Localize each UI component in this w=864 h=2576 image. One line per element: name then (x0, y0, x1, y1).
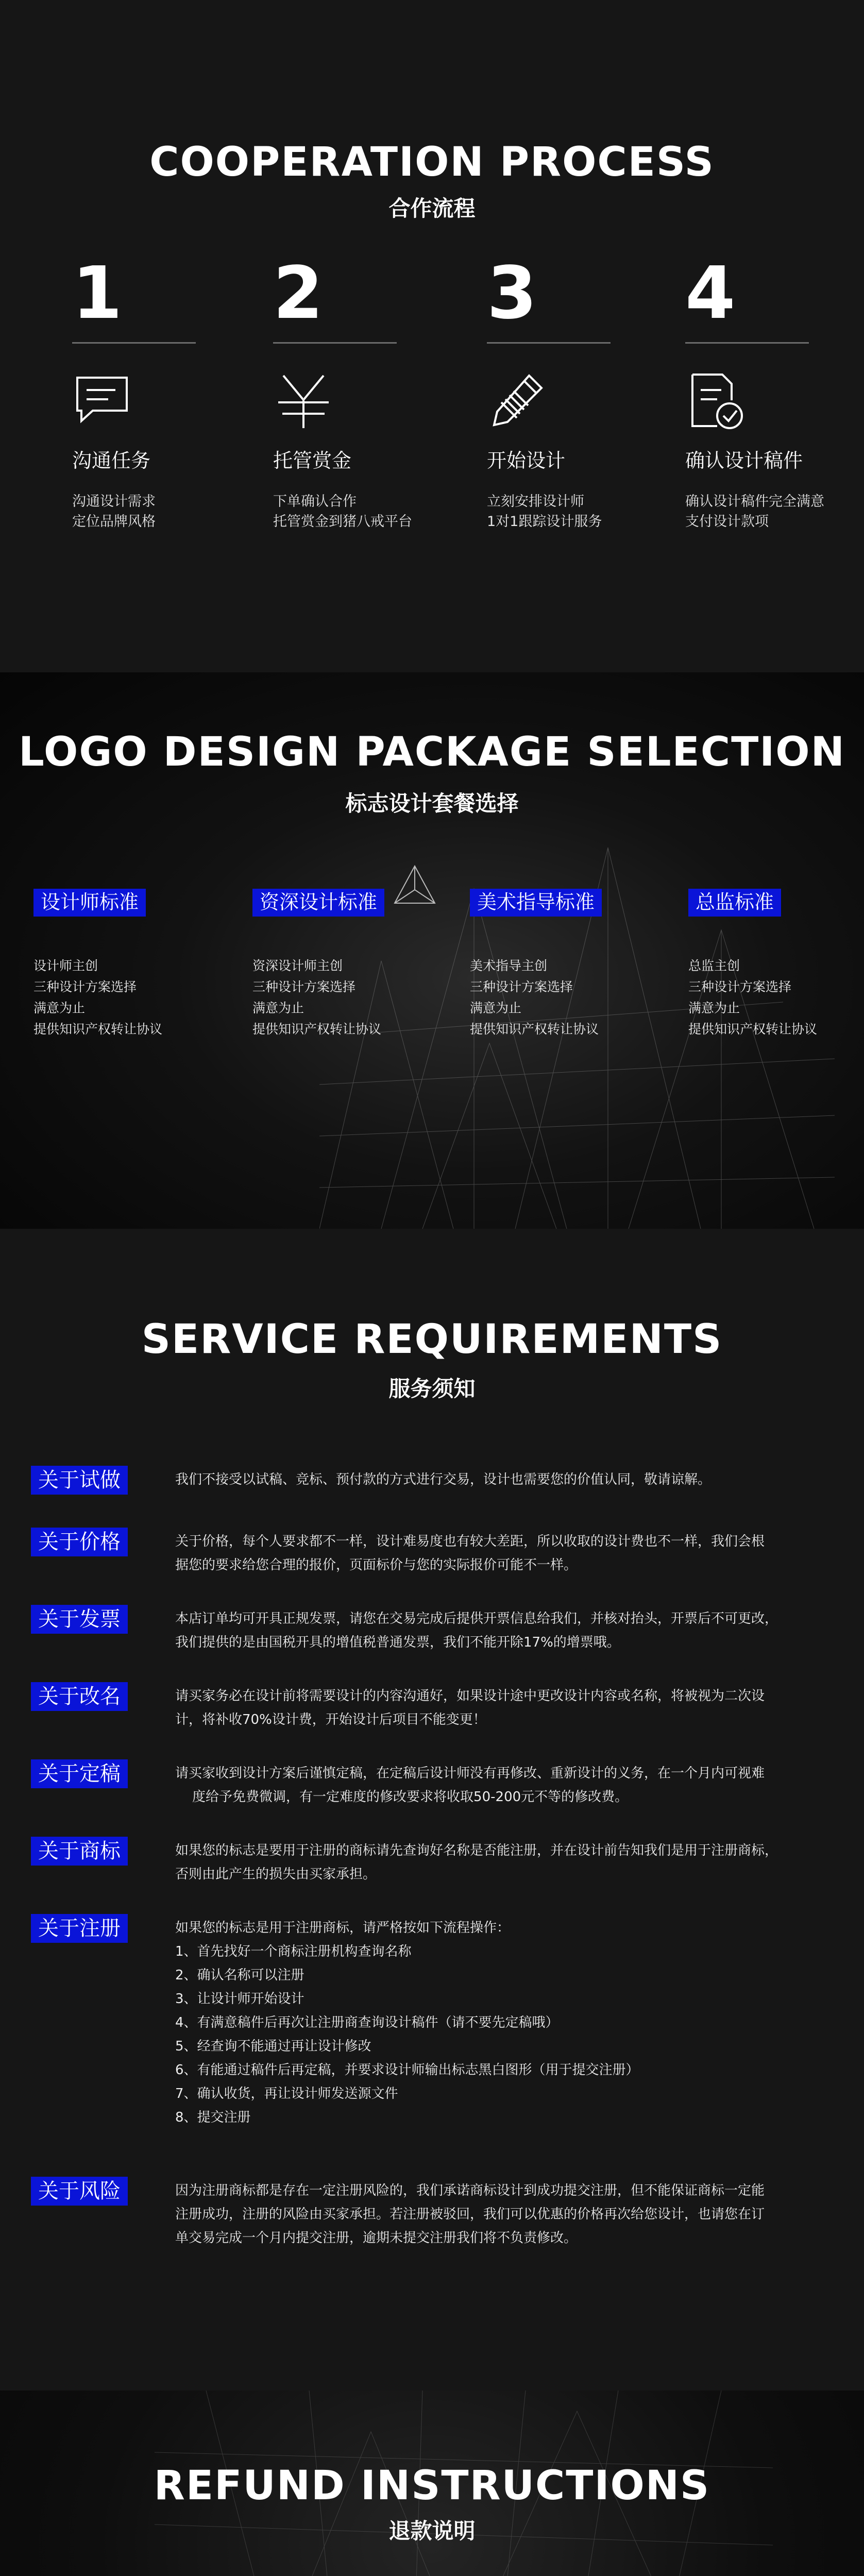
service-tag: 关于发票 (31, 1605, 128, 1634)
step-number: 4 (685, 251, 736, 335)
service-text-line: 我们不接受以试稿、竞标、预付款的方式进行交易，设计也需要您的价值认同，敬请谅解。 (175, 1472, 711, 1487)
package-feature: 设计师主创 (33, 958, 98, 973)
service-text-line: 如果您的标志是要用于注册的商标请先查询好名称是否能注册，并在设计前告知我们是用于注册商标， (175, 1843, 778, 1858)
document-check-icon (685, 370, 747, 432)
service-text (175, 1916, 829, 2129)
step-desc-line: 确认设计稿件完全满意 (685, 494, 824, 510)
service-text-line: 否则由此产生的损失由买家承担。 (175, 1867, 377, 1882)
service-text (175, 1839, 829, 1886)
package-feature: 美术指导主创 (470, 958, 548, 973)
package-feature: 三种设计方案选择 (470, 979, 573, 994)
step-description (273, 492, 459, 532)
service-tag: 关于风险 (31, 2177, 128, 2206)
service-text-line: 7、确认收货，再让设计师发送源文件 (175, 2086, 398, 2102)
package-feature-list (470, 955, 640, 1040)
service-tag: 关于注册 (31, 1914, 128, 1943)
service-text-line: 因为注册商标都是存在一定注册风险的，我们承诺商标设计到成功提交注册，但不能保证商标一定能 (175, 2183, 765, 2198)
package-feature: 满意为止 (33, 1000, 86, 1015)
service-text-line: 度给予免费微调，有一定难度的修改要求将收取50-200元不等的修改费。 (175, 1789, 629, 1805)
process-title-en: COOPERATION PROCESS (149, 139, 715, 185)
divider (487, 342, 611, 344)
package-name-tag: 美术指导标准 (470, 889, 602, 917)
service-text (175, 2179, 829, 2250)
package-feature: 满意为止 (688, 1000, 740, 1015)
step-desc-line: 定位品牌风格 (72, 514, 156, 530)
refund-title-cn: 退款说明 (388, 2518, 476, 2544)
process-step-4 (685, 251, 864, 532)
service-title-cn: 服务须知 (388, 1376, 476, 1401)
step-number: 1 (72, 251, 123, 335)
service-text (175, 1607, 829, 1654)
package-feature: 三种设计方案选择 (33, 979, 137, 994)
package-title-en: LOGO DESIGN PACKAGE SELECTION (19, 729, 845, 775)
service-text-line: 请买家务必在设计前将需要设计的内容沟通好，如果设计途中更改设计内容或名称，将被视为二次设 (175, 1688, 765, 1704)
package-feature-list (252, 955, 422, 1040)
service-tag: 关于定稿 (31, 1759, 128, 1788)
service-requirements-section (0, 1229, 864, 2391)
cooperation-process-section (0, 0, 864, 672)
service-text-line: 计，将补收70%设计费，开始设计后项目不能变更！ (175, 1712, 486, 1727)
package-feature: 总监主创 (688, 958, 740, 973)
divider (72, 342, 196, 344)
step-desc-line: 下单确认合作 (273, 494, 357, 510)
step-name: 托管赏金 (273, 449, 352, 472)
service-text-line: 8、提交注册 (175, 2110, 251, 2125)
service-tag: 关于商标 (31, 1837, 128, 1866)
package-name-tag: 总监标准 (688, 889, 781, 917)
package-feature: 三种设计方案选择 (252, 979, 356, 994)
service-text-line: 1、首先找好一个商标注册机构查询名称 (175, 1944, 412, 1959)
refund-instructions-section (0, 2391, 864, 2576)
service-text (175, 1761, 829, 1809)
package-selection-section (0, 672, 864, 1229)
service-text-line: 4、有满意稿件后再次让注册商查询设计稿件（请不要先定稿哦） (175, 2015, 559, 2030)
refund-title-en: REFUND INSTRUCTIONS (154, 2463, 710, 2509)
step-description (487, 492, 672, 532)
process-step-1 (72, 251, 258, 532)
service-text-line: 5、经查询不能通过再让设计修改 (175, 2039, 371, 2054)
package-art-director[interactable] (470, 889, 640, 1040)
service-text-line: 3、让设计师开始设计 (175, 1991, 304, 2007)
step-desc-line: 沟通设计需求 (72, 494, 156, 510)
service-text-line: 请买家收到设计方案后谨慎定稿，在定稿后设计师没有再修改、重新设计的义务，在一个月内可视难 (175, 1766, 765, 1781)
step-number: 2 (273, 251, 324, 335)
service-text (175, 1468, 829, 1492)
divider (685, 342, 809, 344)
pencil-icon (487, 370, 549, 432)
package-feature: 提供知识产权转让协议 (33, 1021, 163, 1037)
yuan-icon (273, 370, 335, 432)
process-step-2 (273, 251, 459, 532)
package-senior-designer[interactable] (252, 889, 422, 1040)
service-text-line: 关于价格，每个人要求都不一样，设计难易度也有较大差距，所以收取的设计费也不一样，我们会根 (175, 1534, 765, 1549)
package-feature: 满意为止 (470, 1000, 522, 1015)
package-feature: 三种设计方案选择 (688, 979, 792, 994)
step-description (72, 492, 258, 532)
step-number: 3 (487, 251, 537, 335)
service-text (175, 1530, 829, 1577)
step-name: 确认设计稿件 (685, 449, 803, 472)
service-tag: 关于试做 (31, 1466, 128, 1495)
service-text-line: 6、有能通过稿件后再定稿，并要求设计师输出标志黑白图形（用于提交注册） (175, 2062, 639, 2078)
process-step-3 (487, 251, 672, 532)
package-name-tag: 设计师标准 (33, 889, 146, 917)
step-desc-line: 支付设计款项 (685, 514, 769, 530)
package-designer[interactable] (33, 889, 204, 1040)
step-name: 沟通任务 (72, 449, 151, 472)
package-title-cn: 标志设计套餐选择 (345, 791, 519, 816)
step-desc-line: 1对1跟踪设计服务 (487, 514, 602, 530)
package-feature-list (33, 955, 204, 1040)
service-text (175, 1684, 829, 1732)
package-name-tag: 资深设计标准 (252, 889, 384, 917)
package-feature: 提供知识产权转让协议 (470, 1021, 599, 1037)
chat-bubble-icon (72, 370, 134, 432)
package-feature-list (688, 955, 858, 1040)
service-tag: 关于改名 (31, 1682, 128, 1711)
service-text-line: 单交易完成一个月内提交注册，逾期未提交注册我们将不负责修改。 (175, 2230, 578, 2246)
package-feature: 资深设计师主创 (252, 958, 343, 973)
service-text-line: 2、确认名称可以注册 (175, 1968, 304, 1983)
divider (273, 342, 397, 344)
step-desc-line: 立刻安排设计师 (487, 494, 584, 510)
step-description (685, 492, 864, 532)
service-text-line: 如果您的标志是用于注册商标，请严格按如下流程操作： (175, 1920, 511, 1936)
process-title-cn: 合作流程 (388, 196, 476, 221)
service-text-line: 本店订单均可开具正规发票，请您在交易完成后提供开票信息给我们，并核对抬头，开票后不可更改， (175, 1611, 778, 1626)
package-director[interactable] (688, 889, 858, 1040)
service-tag: 关于价格 (31, 1528, 128, 1556)
service-text-line: 据您的要求给您合理的报价，页面标价与您的实际报价可能不一样。 (175, 1557, 578, 1573)
package-feature: 提供知识产权转让协议 (252, 1021, 382, 1037)
package-feature: 提供知识产权转让协议 (688, 1021, 818, 1037)
package-feature: 满意为止 (252, 1000, 304, 1015)
service-text-line: 注册成功，注册的风险由买家承担。若注册被驳回，我们可以优惠的价格再次给您设计，也请您在订 (175, 2207, 765, 2222)
step-name: 开始设计 (487, 449, 566, 472)
service-title-en: SERVICE REQUIREMENTS (141, 1316, 723, 1363)
step-desc-line: 托管赏金到猪八戒平台 (273, 514, 412, 530)
service-text-line: 我们提供的是由国税开具的增值税普通发票，我们不能开除17%的增票哦。 (175, 1635, 620, 1650)
